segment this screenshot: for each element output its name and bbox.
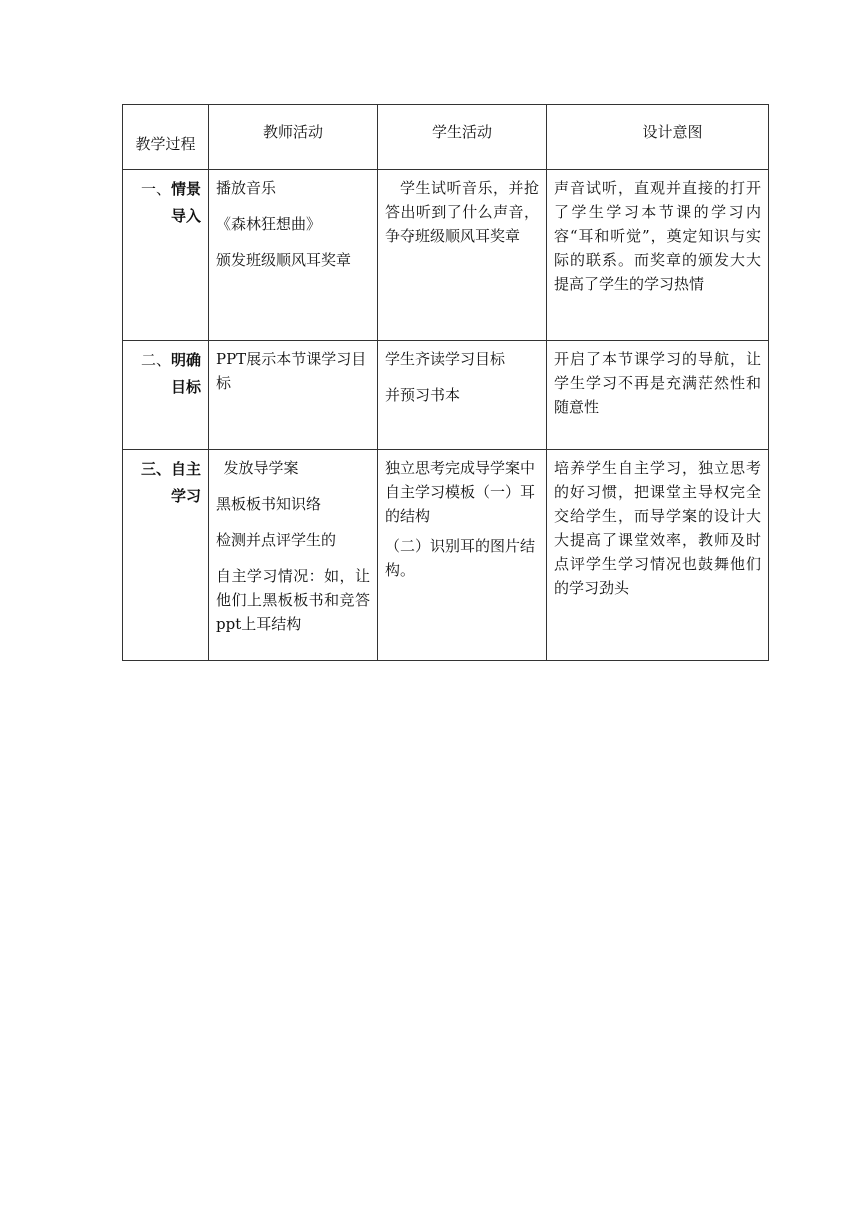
header-cell-design [547, 105, 769, 170]
teacher-activity-cell [209, 450, 378, 661]
design-intent-cell [547, 170, 769, 341]
student-activity-item: 学生齐读学习目标 [385, 350, 506, 368]
stage-number: 二、 [140, 351, 171, 369]
lesson-plan-table [122, 104, 769, 661]
stage-name: 明确 [170, 351, 201, 369]
teacher-activity-item: 自主学习情况：如，让他们上黑板板书和竞答ppt上耳结构 [216, 567, 370, 633]
student-activity-cell [378, 170, 547, 341]
header-design-label: 设计意图 [642, 123, 703, 141]
design-intent-cell [547, 341, 769, 450]
student-activity-cell [378, 450, 547, 661]
header-row [123, 105, 769, 170]
design-intent-cell [547, 450, 769, 661]
stage-cell [123, 170, 209, 341]
student-activity-item: 独立思考完成导学案中自主学习模板（一）耳的结构 [385, 459, 536, 525]
header-process-label: 教学过程 [135, 135, 196, 153]
header-cell-student [378, 105, 547, 170]
header-cell-process [123, 105, 209, 170]
teacher-activity-item: 黑板板书知识络 [216, 495, 322, 513]
teacher-activity-cell [209, 170, 378, 341]
table-row [123, 341, 769, 450]
stage-name-line2: 学习 [170, 487, 201, 505]
student-activity-item: 并预习书本 [385, 386, 461, 404]
teacher-activity-cell [209, 341, 378, 450]
table-row [123, 450, 769, 661]
table-row [123, 170, 769, 341]
teacher-activity-item: 播放音乐 [216, 179, 277, 197]
teacher-activity-item: PPT展示本节课学习目标 [216, 350, 367, 392]
teacher-activity-item: 《森林狂想曲》 [216, 215, 322, 233]
stage-name: 情景 [170, 180, 201, 198]
stage-number: 一、 [140, 180, 171, 198]
stage-cell [123, 341, 209, 450]
student-activity-item: （二）识别耳的图片结构。 [385, 537, 536, 579]
design-intent-text: 培养学生自主学习，独立思考的好习惯，把课堂主导权完全交给学生，而导学案的设计大大提高了课堂效率，教师及时点评学生学习情况也鼓舞他们的学习劲头 [554, 459, 761, 597]
stage-name-line2: 目标 [170, 378, 201, 396]
teacher-activity-item: 颁发班级顺风耳奖章 [216, 251, 352, 269]
teacher-activity-item: 检测并点评学生的 [216, 531, 337, 549]
stage-cell [123, 450, 209, 661]
design-intent-text: 开启了本节课学习的导航，让学生学习不再是充满茫然性和随意性 [554, 350, 761, 416]
header-teacher-label: 教师活动 [262, 123, 323, 141]
header-cell-teacher [209, 105, 378, 170]
student-activity-cell [378, 341, 547, 450]
header-student-label: 学生活动 [431, 123, 492, 141]
stage-name-line2: 导入 [170, 207, 201, 225]
stage-number: 三、 [140, 460, 171, 478]
student-activity-item: 学生试听音乐，并抢答出听到了什么声音，争夺班级顺风耳奖章 [385, 179, 539, 245]
design-intent-text: 声音试听，直观并直接的打开了学生学习本节课的学习内容“耳和听觉”，奠定知识与实际的联系。而奖章的颁发大大提高了学生的学习热情 [554, 179, 761, 293]
teacher-activity-item: 发放导学案 [223, 459, 299, 477]
stage-name: 自主 [170, 460, 201, 478]
